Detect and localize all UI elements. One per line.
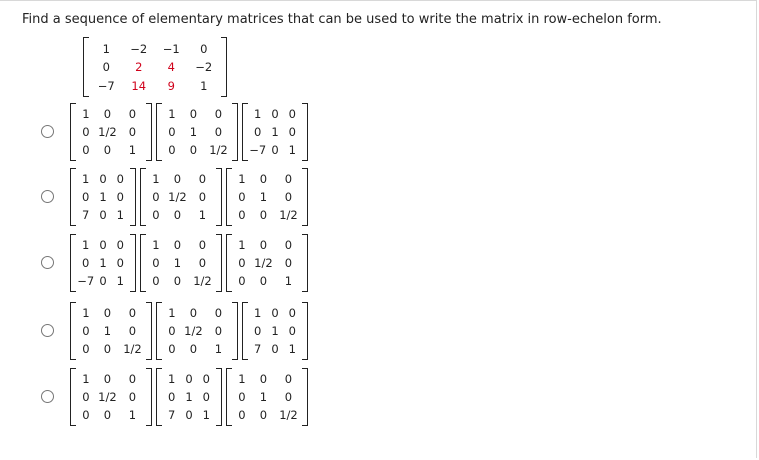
option-4-matrix-1 [70,302,152,360]
matrix-cell: 0 [82,408,90,422]
matrix-cell: 0 [288,107,296,121]
given-matrix-cell: 0 [200,41,208,56]
matrix-cell: 1/2 [98,125,117,139]
matrix-cell: 1 [198,208,207,222]
matrix-cell: 1 [238,238,246,252]
matrix-cell: 0 [198,256,207,270]
matrix-cell: 1 [82,372,90,386]
matrix-cell: 1 [254,107,262,121]
matrix-cell: 0 [284,172,293,186]
given-matrix-cell: −7 [97,78,115,93]
matrix-cell: 0 [271,306,279,320]
matrix-cell: 1 [284,274,293,288]
matrix-cell: 0 [271,342,279,356]
matrix-cell: 0 [259,208,268,222]
matrix-cell: 0 [288,324,296,338]
matrix-cell: 0 [168,390,176,404]
matrix-cell: 0 [82,342,90,356]
matrix-cell: 1 [185,390,193,404]
option-5-matrix-1 [70,368,152,426]
matrix-cell: 7 [254,342,262,356]
matrix-cell: 0 [259,172,268,186]
matrix-cell: 1/2 [123,342,142,356]
matrix-cell: 1 [82,107,90,121]
given-matrix [83,37,227,97]
matrix-cell: 0 [103,143,112,157]
matrix-cell: 0 [259,274,268,288]
matrix-cell: 0 [185,408,193,422]
matrix-cell: −7 [249,143,267,157]
matrix-cell: 1 [99,190,107,204]
matrix-cell: 1 [128,143,137,157]
matrix-cell: 0 [116,238,124,252]
matrix-cell: 0 [116,190,124,204]
matrix-cell: 7 [82,208,90,222]
matrix-cell: 0 [152,208,160,222]
matrix-cell: 0 [189,143,198,157]
matrix-cell: 1 [254,306,262,320]
matrix-cell: 0 [189,107,198,121]
matrix-cell: 0 [214,324,223,338]
matrix-cell: 0 [284,256,293,270]
given-matrix-cell: 0 [102,60,110,74]
given-matrix-cell: −2 [195,60,213,74]
matrix-cell: 0 [238,190,246,204]
option-1-matrix-2 [156,103,238,161]
matrix-cell: 0 [288,306,296,320]
option-3-matrix-3 [226,234,308,292]
matrix-cell: 0 [185,372,193,386]
matrix-cell: 1 [82,238,90,252]
matrix-cell: 0 [82,125,90,139]
option-2-matrix-2 [140,168,222,226]
option-3-matrix-2 [140,234,222,292]
option-3-matrix-1 [70,234,136,292]
matrix-cell: 0 [238,390,246,404]
matrix-cell: 1 [82,306,90,320]
matrix-cell: 1 [168,306,176,320]
matrix-cell: 1/2 [168,190,187,204]
matrix-cell: 0 [259,372,268,386]
matrix-cell: 0 [189,342,198,356]
option-2-radio[interactable] [41,190,54,203]
matrix-cell: 0 [82,390,90,404]
matrix-cell: 0 [238,208,246,222]
option-2-matrix-3 [226,168,308,226]
option-4-matrix-2 [156,302,238,360]
given-matrix-cell: −2 [130,41,148,56]
matrix-cell: 0 [99,172,107,186]
matrix-cell: 0 [103,306,112,320]
matrix-cell: 1/2 [279,208,298,222]
given-matrix-cell: 1 [102,41,110,56]
matrix-cell: 1 [152,238,160,252]
option-1-matrix-1 [70,103,152,161]
matrix-cell: 0 [284,190,293,204]
matrix-cell: 1 [168,107,176,121]
matrix-cell: 1 [259,390,268,404]
matrix-cell: 1 [288,143,296,157]
given-matrix-cell: 2 [135,60,143,74]
matrix-cell: 0 [284,238,293,252]
matrix-cell: 0 [284,372,293,386]
matrix-cell: 0 [202,372,210,386]
option-1-radio[interactable] [41,125,54,138]
matrix-cell: 0 [168,143,176,157]
option-4-matrix-3 [242,302,308,360]
matrix-cell: 1 [152,172,160,186]
matrix-cell: 0 [254,125,262,139]
matrix-cell: 0 [82,256,90,270]
matrix-cell: 1 [128,408,137,422]
matrix-cell: 0 [99,238,107,252]
matrix-cell: 7 [168,408,176,422]
matrix-cell: 0 [99,274,107,288]
matrix-cell: 1 [238,172,246,186]
matrix-cell: 1 [116,274,124,288]
matrix-cell: 1 [259,190,268,204]
question-text: Find a sequence of elementary matrices that can be used to write the matrix in row-echelon form. [22,12,662,27]
matrix-cell: 0 [173,274,182,288]
matrix-cell: 0 [271,143,279,157]
matrix-cell: 0 [168,125,176,139]
option-4-radio[interactable] [41,324,54,337]
matrix-cell: 1/2 [98,390,117,404]
matrix-cell: 0 [128,306,137,320]
option-1-matrix-3 [242,103,308,161]
matrix-cell: 0 [99,208,107,222]
matrix-cell: 1 [99,256,107,270]
matrix-cell: 1 [103,324,112,338]
matrix-cell: 1/2 [193,274,212,288]
matrix-cell: 1/2 [209,143,228,157]
given-matrix-cell: 9 [167,78,175,93]
matrix-cell: 0 [214,306,223,320]
matrix-cell: 0 [116,256,124,270]
matrix-cell: 0 [259,238,268,252]
matrix-cell: 1 [238,372,246,386]
matrix-cell: 0 [168,342,176,356]
matrix-cell: 1 [82,172,90,186]
matrix-cell: 0 [238,256,246,270]
matrix-cell: 0 [284,390,293,404]
matrix-cell: 1 [288,342,296,356]
option-5-matrix-3 [226,368,308,426]
matrix-cell: 0 [173,208,182,222]
matrix-cell: 0 [173,238,182,252]
matrix-cell: 1 [189,125,198,139]
matrix-cell: 0 [82,190,90,204]
matrix-cell: 0 [259,408,268,422]
matrix-cell: 0 [254,324,262,338]
matrix-cell: 0 [198,190,207,204]
matrix-cell: 1 [271,125,279,139]
matrix-cell: −7 [77,274,95,288]
matrix-cell: 1/2 [184,324,203,338]
matrix-cell: 0 [103,107,112,121]
matrix-cell: 1/2 [254,256,273,270]
matrix-cell: 0 [103,408,112,422]
matrix-cell: 0 [152,256,160,270]
given-matrix-cell: 14 [131,78,147,93]
option-2-matrix-1 [70,168,136,226]
matrix-cell: 0 [128,125,137,139]
matrix-cell: 0 [202,390,210,404]
matrix-cell: 1 [214,342,223,356]
matrix-cell: 0 [271,107,279,121]
matrix-cell: 0 [152,190,160,204]
given-matrix-cell: 1 [200,78,208,93]
matrix-cell: 0 [198,238,207,252]
matrix-cell: 0 [82,324,90,338]
matrix-cell: 0 [238,274,246,288]
matrix-cell: 0 [198,172,207,186]
matrix-cell: 0 [189,306,198,320]
matrix-cell: 1 [173,256,182,270]
matrix-cell: 0 [128,372,137,386]
matrix-cell: 0 [82,143,90,157]
matrix-cell: 0 [128,107,137,121]
matrix-cell: 0 [214,107,223,121]
matrix-cell: 0 [152,274,160,288]
matrix-cell: 0 [128,324,137,338]
matrix-cell: 0 [288,125,296,139]
matrix-cell: 0 [116,172,124,186]
option-3-radio[interactable] [41,256,54,269]
option-5-matrix-2 [156,368,222,426]
matrix-cell: 0 [103,342,112,356]
matrix-cell: 0 [238,408,246,422]
matrix-cell: 0 [128,390,137,404]
matrix-cell: 1/2 [279,408,298,422]
matrix-cell: 1 [202,408,210,422]
matrix-cell: 1 [271,324,279,338]
option-5-radio[interactable] [41,390,54,403]
given-matrix-cell: 4 [167,60,175,74]
matrix-cell: 0 [103,372,112,386]
given-matrix-cell: −1 [162,41,180,56]
matrix-cell: 1 [116,208,124,222]
matrix-cell: 0 [214,125,223,139]
matrix-cell: 1 [168,372,176,386]
matrix-cell: 0 [173,172,182,186]
matrix-cell: 0 [168,324,176,338]
